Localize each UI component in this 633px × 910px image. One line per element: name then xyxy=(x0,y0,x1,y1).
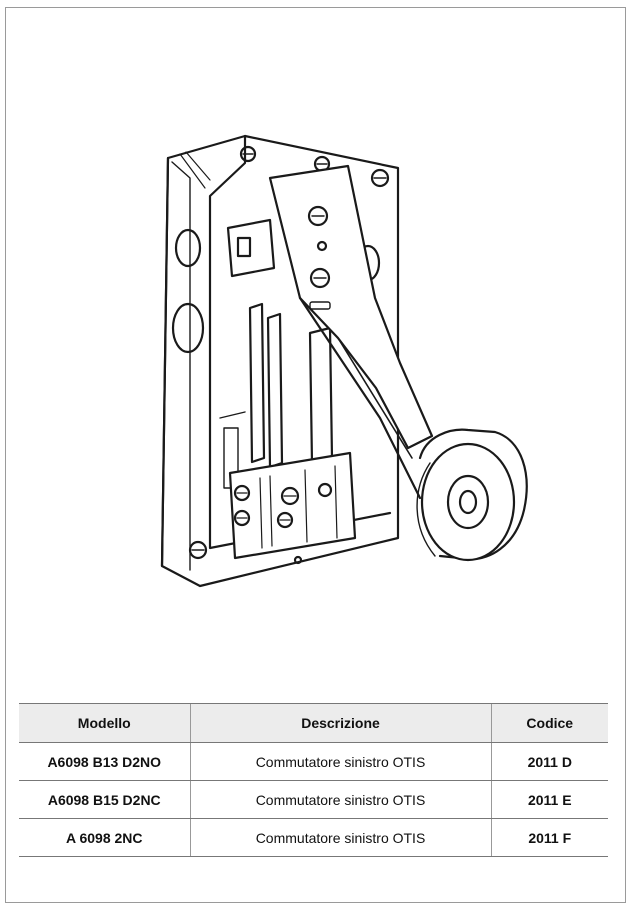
cell-model: A6098 B15 D2NC xyxy=(19,781,190,819)
model-table xyxy=(19,703,608,857)
cell-description: Commutatore sinistro OTIS xyxy=(190,819,491,857)
table-header-row xyxy=(19,704,608,743)
cell-model: A 6098 2NC xyxy=(19,819,190,857)
cell-code: 2011 F xyxy=(491,819,608,857)
header-model: Modello xyxy=(19,704,190,743)
table-row xyxy=(19,743,608,781)
cell-code: 2011 E xyxy=(491,781,608,819)
switch-with-roller-icon xyxy=(150,118,540,598)
table-row xyxy=(19,819,608,857)
cell-model: A6098 B13 D2NO xyxy=(19,743,190,781)
cell-code: 2011 D xyxy=(491,743,608,781)
cell-description: Commutatore sinistro OTIS xyxy=(190,743,491,781)
cell-description: Commutatore sinistro OTIS xyxy=(190,781,491,819)
table-row xyxy=(19,781,608,819)
header-description: Descrizione xyxy=(190,704,491,743)
header-code: Codice xyxy=(491,704,608,743)
